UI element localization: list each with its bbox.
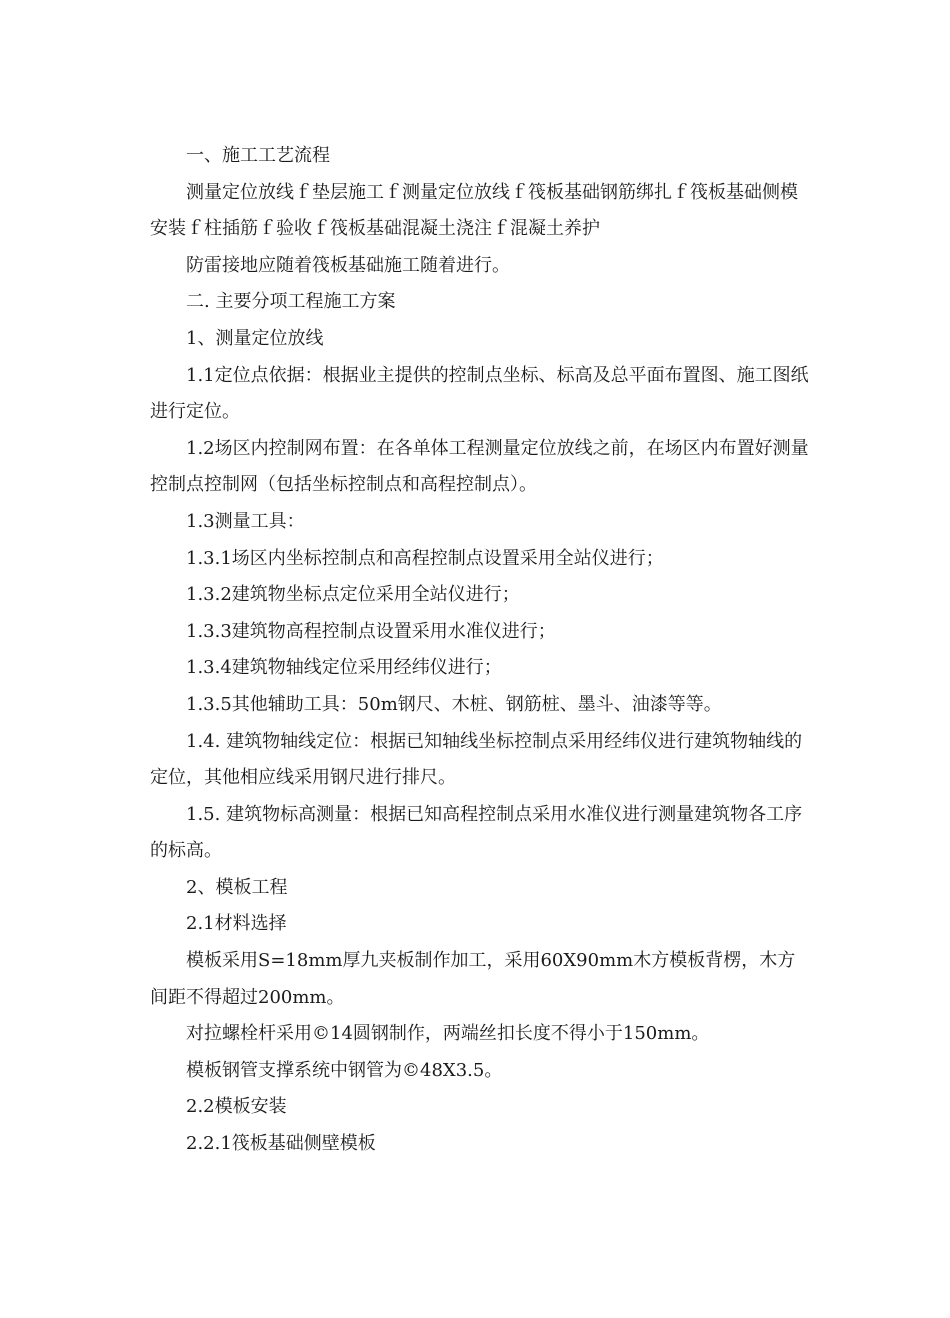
item-1-2: 1.2场区内控制网布置：在各单体工程测量定位放线之前，在场区内布置好测量控制点控制网（包括坐标控制点和高程控制点）。 [150, 437, 809, 496]
tie-bolt-text: 对拉螺栓杆采用©14圆钢制作，两端丝扣长度不得小于150mm。 [186, 1023, 710, 1045]
section-heading-process-flow: 一、施工工艺流程 [186, 145, 330, 166]
lightning-protection-note: 防雷接地应随着筏板基础施工随着进行。 [186, 254, 510, 276]
subsection-heading-formwork: 2、模板工程 [186, 876, 288, 898]
item-2-2-1: 2.2.1筏板基础侧壁模板 [186, 1133, 376, 1155]
item-2-1: 2.1材料选择 [186, 913, 287, 935]
item-1-3-2: 1.3.2建筑物坐标点定位采用全站仪进行； [186, 584, 520, 606]
process-flow-text: 测量定位放线ｆ垫层施工ｆ测量定位放线ｆ筏板基础钢筋绑扎ｆ筏板基础侧模安装ｆ柱插筋ｆ验收ｆ筏板基础混凝土浇注ｆ混凝土养护 [150, 181, 798, 240]
formwork-material-text: 模板采用S=18mm厚九夹板制作加工，采用60X90mm木方模板背楞，木方间距不得超过200mm。 [150, 950, 796, 1008]
item-1-3-3: 1.3.3建筑物高程控制点设置采用水准仪进行； [186, 620, 556, 642]
item-2-2: 2.2模板安装 [186, 1096, 287, 1118]
section-heading-main-works: 二. 主要分项工程施工方案 [186, 291, 396, 313]
subsection-heading-surveying: 1、测量定位放线 [186, 327, 324, 349]
item-1-5: 1.5. 建筑物标高测量：根据已知高程控制点采用水准仪进行测量建筑物各工序的标高。 [150, 803, 803, 862]
item-1-3-1: 1.3.1场区内坐标控制点和高程控制点设置采用全站仪进行； [186, 547, 664, 569]
item-1-3-5: 1.3.5其他辅助工具：50m钢尺、木桩、钢筋桩、墨斗、油漆等等。 [186, 693, 722, 715]
document-body [150, 138, 810, 1163]
item-1-4: 1.4. 建筑物轴线定位：根据已知轴线坐标控制点采用经纬仪进行建筑物轴线的定位，其他相应线采用钢尺进行排尺。 [150, 730, 803, 789]
item-1-3: 1.3测量工具： [186, 510, 305, 532]
item-1-3-4: 1.3.4建筑物轴线定位采用经纬仪进行； [186, 657, 502, 679]
item-1-1: 1.1定位点依据：根据业主提供的控制点坐标、标高及总平面布置图、施工图纸进行定位。 [150, 364, 809, 423]
steel-tube-text: 模板钢管支撑系统中钢管为©48X3.5。 [186, 1059, 503, 1081]
